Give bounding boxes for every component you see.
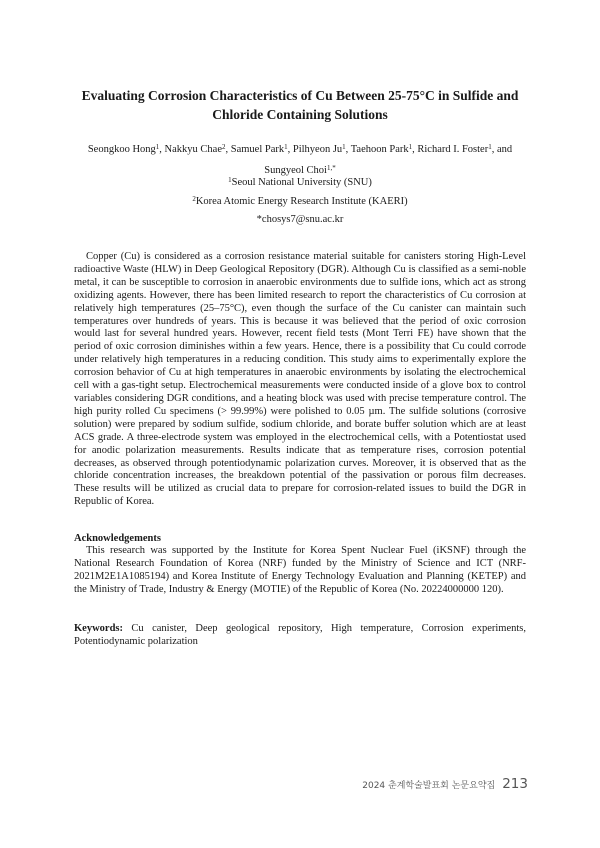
acknowledgements-text: This research was supported by the Institute for Korea Spent Nuclear Fuel (iKSNF) through the National Research Foundation of Korea (NRF) funded by the Ministry of Science and ICT (NRF-2021M2E1A1085194) and Korea Institute of Energy Technology Evaluation and Planning (KETEP) and the Ministry of Trade, Industry & Energy (MOTIE) of the Republic of Korea (No. 20224000000 120). [74,545,526,595]
acknowledgements-heading: Acknowledgements [74,533,161,544]
author-separator: , [412,144,418,155]
page-footer [362,776,528,792]
author-separator: , [345,144,351,155]
affiliation-2 [60,195,540,209]
affiliation-2-text: Korea Atomic Energy Research Institute (KAERI) [195,196,408,207]
author-affiliation-marker: 1 [342,143,346,151]
author [88,144,165,155]
author-separator: , [225,144,231,155]
author-affiliation-marker: 1 [155,143,160,151]
author-name: Sungyeol Choi [264,165,327,176]
author-name: Seongkoo Hong [87,144,156,155]
author [231,144,293,155]
author [165,144,231,155]
corresponding-email: *chosys7@snu.ac.kr [256,214,344,225]
author-name: Taehoon Park [350,144,409,155]
author [293,144,351,155]
author-affiliation-marker: 1, [326,164,333,172]
affiliation-1 [60,176,540,190]
author [417,144,512,155]
keywords [74,622,526,648]
author-separator: * [332,164,336,172]
page-number: 213 [502,776,528,792]
affiliation-1-text: Seoul National University (SNU) [231,177,372,188]
paper-title [60,86,540,124]
keywords-label: Keywords: [74,623,123,634]
author [351,144,418,155]
author-name: Pilhyeon Ju [292,144,343,155]
abstract-text: Copper (Cu) is considered as a corrosion resistance material suitable for canisters storing High-Level radioactive Waste (HLW) in Deep Geological Repository (DGR). Although Cu is classified as a semi-noble metal, it can be susceptible to corrosion in anaerobic environments due to sulfide ions, which act as strong oxidizing agents. However, there has been limited research to report the characteristics of Cu corrosion at relatively high temperatures (25–75°C), even though the surface of the Cu canister can maintain such temperatures over hundreds of years. This is because it was believed that the period of oxic corrosion would last for several hundred years. However, recent field tests (Mont Terri FE) have shown that the period of oxic corrosion diminishes within a few years. Hence, there is a possibility that Cu could corrode under relatively high temperatures in a reducing condition. This study aims to experimentally explore the corrosion behavior of Cu at high temperatures in anaerobic environments by isolating the electrochemical cell with a gas-tight setup. Electrochemical measurements were conducted inside of a glove box to control variables considering DGR conditions, and a heating block was used with precise temperature control. The high purity rolled Cu specimens (> 99.99%) were polished to 0.05 µm. The sulfide solutions (corrosive solution) were prepared by sodium sulfide, sodium chloride, and borate buffer solution which are at least ACS grade. A three-electrode system was employed in the electrochemical cells, with a Potentiostat used for anodic polarization measurements. Results indicate that as temperature rises, corrosion potential decreases, as observed through potentiodynamic polarization curves. Moreover, it is observed that as the chloride concentration increases, the breakdown potential of the passivation or porous film decreases. These results will be utilized as crucial data to prepare for corrosion-related issues to build the DGR in Republic of Korea. [74,251,526,508]
affiliation-2-marker: 2 [192,195,196,203]
author-separator: , [159,144,165,155]
title-line-2: Chloride Containing Solutions [212,107,388,122]
author-separator: , [287,144,293,155]
title-line-1: Evaluating Corrosion Characteristics of Cu Between 25-75°C in Sulfide and [81,88,519,103]
author-name: Richard I. Foster [417,144,489,155]
affiliation-1-marker: 1 [228,176,232,184]
keywords-text: Cu canister, Deep geological repository, High temperature, Corrosion experiments, Potentiodynamic polarization [74,623,526,647]
author-name: Nakkyu Chae [164,144,222,155]
author [264,165,335,176]
author-list [60,140,540,180]
author-name: Samuel Park [230,144,285,155]
author-affiliation-marker: 1 [488,143,492,151]
author-affiliation-marker: 1 [408,143,413,151]
author-separator: , and [491,144,513,155]
footer-proceedings-title: 2024 춘계학술발표회 논문요약집 [362,781,496,791]
author-affiliation-marker: 1 [284,143,288,151]
author-affiliation-marker: 2 [222,143,226,151]
